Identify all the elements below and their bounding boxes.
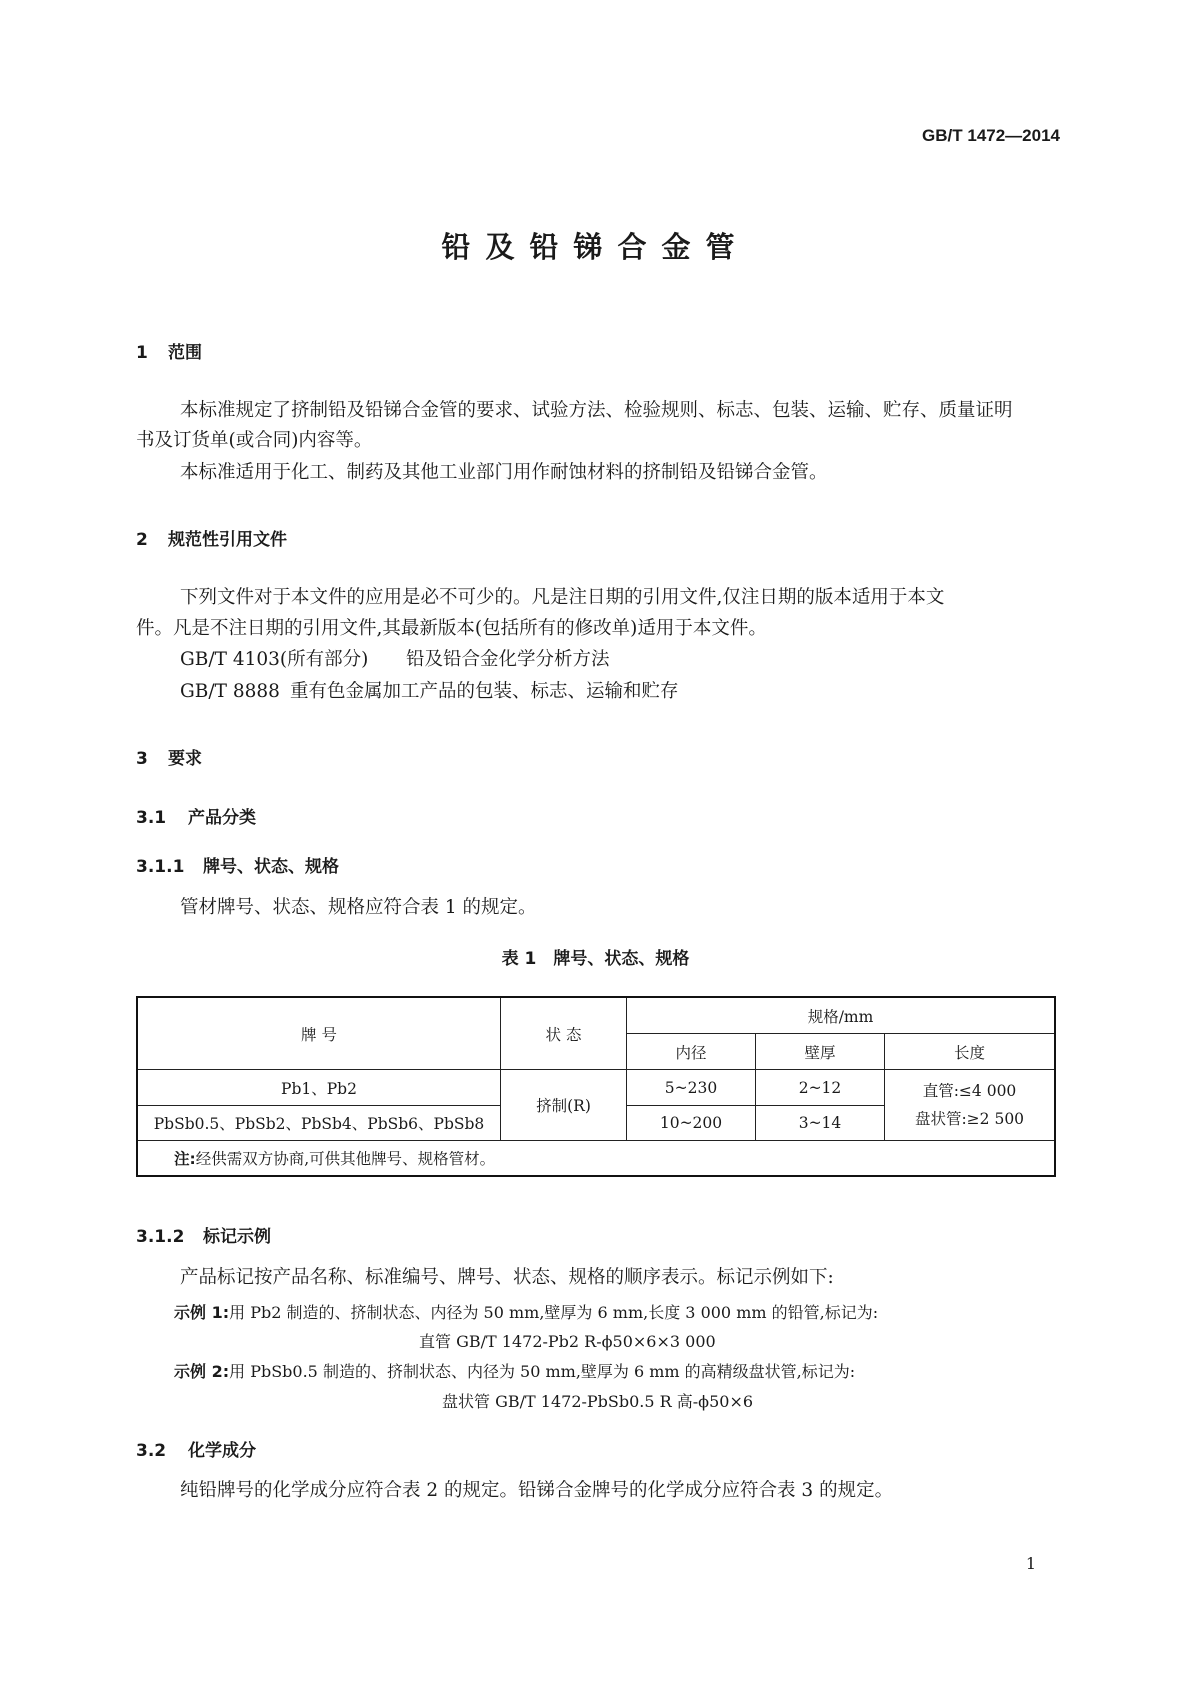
cell-wall: 3~14 xyxy=(756,1106,885,1141)
paragraph: 本标准规定了挤制铅及铅锑合金管的要求、试验方法、检验规则、标志、包装、运输、贮存、质量证明 xyxy=(180,400,1013,421)
page-number: 1 xyxy=(1025,1554,1036,1573)
header-state: 状 态 xyxy=(501,997,627,1070)
header-wall-thickness: 壁厚 xyxy=(756,1034,885,1070)
section-number: 3.1 xyxy=(136,808,167,828)
table-note xyxy=(137,1141,1055,1177)
section-number: 3.1.1 xyxy=(136,857,185,877)
table-caption: 表 1 牌号、状态、规格 xyxy=(501,949,690,969)
header-grade: 牌 号 xyxy=(137,997,501,1070)
section-3-1-2-heading xyxy=(136,1222,271,1247)
example-label: 示例 1: xyxy=(174,1303,230,1322)
cell-state: 挤制(R) xyxy=(501,1070,627,1141)
section-title: 牌号、状态、规格 xyxy=(203,857,339,877)
header-length: 长度 xyxy=(885,1034,1056,1070)
section-1-heading xyxy=(136,338,202,363)
section-number: 3.2 xyxy=(136,1441,167,1461)
reference-code: GB/T 8888 xyxy=(180,681,280,702)
spec-table xyxy=(136,996,1056,1177)
section-title: 标记示例 xyxy=(203,1227,271,1247)
example-1 xyxy=(174,1300,878,1323)
length-straight: 直管:≤4 000 xyxy=(922,1082,1017,1100)
reference-name: 重有色金属加工产品的包装、标志、运输和贮存 xyxy=(290,681,679,702)
paragraph: 产品标记按产品名称、标准编号、牌号、状态、规格的顺序表示。标记示例如下: xyxy=(180,1267,834,1288)
paragraph-continuation: 件。凡是不注日期的引用文件,其最新版本(包括所有的修改单)适用于本文件。 xyxy=(136,618,767,639)
section-number: 3.1.2 xyxy=(136,1227,185,1247)
section-title: 规范性引用文件 xyxy=(168,530,287,550)
section-number: 2 xyxy=(136,530,148,550)
section-2-heading xyxy=(136,525,287,550)
example-text: 用 Pb2 制造的、挤制状态、内径为 50 mm,壁厚为 6 mm,长度 3 000 mm 的铅管,标记为: xyxy=(229,1303,879,1322)
example-label: 示例 2: xyxy=(174,1362,230,1381)
paragraph: 本标准适用于化工、制药及其他工业部门用作耐蚀材料的挤制铅及铅锑合金管。 xyxy=(180,462,828,483)
example-2 xyxy=(174,1359,855,1382)
note-label: 注: xyxy=(174,1150,196,1168)
section-title: 化学成分 xyxy=(188,1441,256,1461)
reference-item xyxy=(180,645,610,675)
cell-inner: 10~200 xyxy=(627,1106,756,1141)
document-title: 铅及铅锑合金管 xyxy=(441,230,750,264)
length-coil: 盘状管:≥2 500 xyxy=(914,1110,1025,1128)
section-title: 范围 xyxy=(168,343,202,363)
section-title: 要求 xyxy=(168,749,202,769)
cell-wall: 2~12 xyxy=(756,1070,885,1106)
section-3-1-heading xyxy=(136,803,256,828)
reference-item xyxy=(180,677,679,707)
section-number: 1 xyxy=(136,343,148,363)
reference-name: 铅及铅合金化学分析方法 xyxy=(406,649,610,670)
paragraph-continuation: 书及订货单(或合同)内容等。 xyxy=(136,430,373,451)
example-text: 用 PbSb0.5 制造的、挤制状态、内径为 50 mm,壁厚为 6 mm 的高精级盘状管,标记为: xyxy=(229,1362,856,1381)
paragraph: 管材牌号、状态、规格应符合表 1 的规定。 xyxy=(180,897,537,918)
section-3-2-heading xyxy=(136,1436,256,1461)
paragraph: 下列文件对于本文件的应用是必不可少的。凡是注日期的引用文件,仅注日期的版本适用于本文 xyxy=(180,587,945,608)
section-title: 产品分类 xyxy=(188,808,256,828)
cell-inner: 5~230 xyxy=(627,1070,756,1106)
cell-grade: Pb1、Pb2 xyxy=(137,1070,501,1106)
section-3-heading xyxy=(136,744,202,769)
standard-number: GB/T 1472—2014 xyxy=(922,126,1060,145)
header-inner-diameter: 内径 xyxy=(627,1034,756,1070)
example-2-marking: 盘状管 GB/T 1472-PbSb0.5 R 高-ϕ50×6 xyxy=(442,1392,754,1411)
cell-grade: PbSb0.5、PbSb2、PbSb4、PbSb6、PbSb8 xyxy=(137,1106,501,1141)
reference-code: GB/T 4103(所有部分) xyxy=(180,649,369,670)
cell-length xyxy=(885,1070,1056,1141)
paragraph: 纯铅牌号的化学成分应符合表 2 的规定。铅锑合金牌号的化学成分应符合表 3 的规定。 xyxy=(180,1480,894,1501)
section-3-1-1-heading xyxy=(136,852,339,877)
header-spec: 规格/mm xyxy=(627,997,1056,1034)
example-1-marking: 直管 GB/T 1472-Pb2 R-ϕ50×6×3 000 xyxy=(419,1332,716,1351)
note-text: 经供需双方协商,可供其他牌号、规格管材。 xyxy=(195,1150,496,1168)
section-number: 3 xyxy=(136,749,148,769)
